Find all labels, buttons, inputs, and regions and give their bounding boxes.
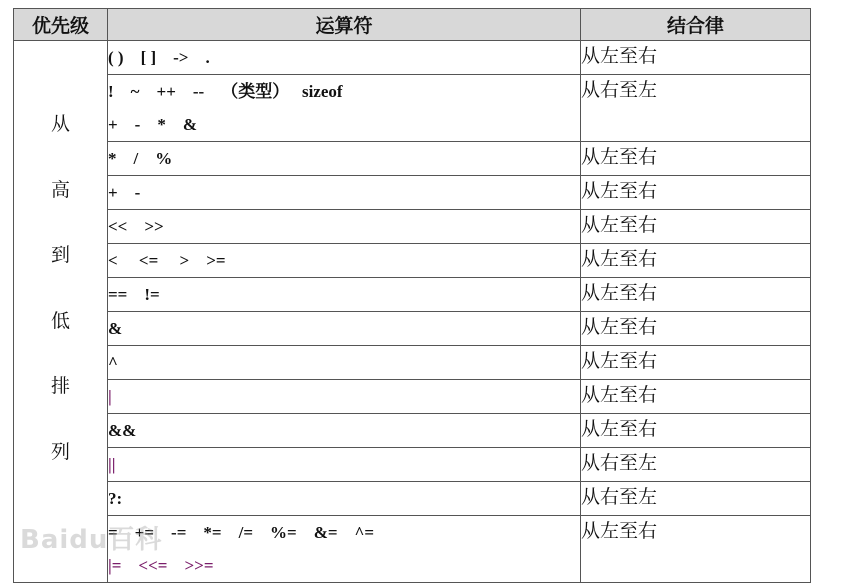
operators-cell [108, 41, 581, 75]
order-char: 排 [50, 375, 70, 397]
operators-cell [108, 414, 581, 448]
associativity-cell: 从左至右 [581, 278, 811, 312]
table-row [14, 244, 811, 278]
operators-cell [108, 244, 581, 278]
operators-cell [108, 278, 581, 312]
operator-line: == != [108, 285, 160, 304]
order-char: 低 [50, 309, 70, 332]
operator-line: << >> [108, 217, 164, 236]
operators-cell [108, 380, 581, 414]
order-char: 高 [50, 178, 70, 201]
operator-line: || [108, 455, 116, 474]
operator-line: * / % [108, 149, 173, 168]
table-row [14, 346, 811, 380]
operator-precedence-table [13, 8, 811, 583]
operator-line: |= <<= >>= [108, 556, 214, 575]
associativity-cell: 从左至右 [581, 176, 811, 210]
operators-cell [108, 448, 581, 482]
table-row [14, 41, 811, 75]
table-row [14, 482, 811, 516]
table-row [14, 448, 811, 482]
table-row [14, 210, 811, 244]
order-char: 列 [50, 440, 70, 463]
operator-line: ^ [108, 353, 118, 372]
associativity-cell: 从左至右 [581, 41, 811, 75]
table-body [14, 41, 811, 583]
priority-header: 优先级 [14, 9, 108, 41]
associativity-cell: 从右至左 [581, 75, 811, 142]
associativity-header: 结合律 [581, 9, 811, 41]
operator-line: | [108, 387, 112, 406]
operator-line: = += -= *= /= %= &= ^= [108, 523, 375, 542]
associativity-cell: 从右至左 [581, 448, 811, 482]
table-row [14, 414, 811, 448]
associativity-cell: 从左至右 [581, 142, 811, 176]
table-row [14, 312, 811, 346]
order-char: 到 [50, 244, 70, 266]
associativity-cell: 从左至右 [581, 380, 811, 414]
watermark-logo: Baidu百科 [20, 525, 163, 555]
operator-line: ! ~ ++ -- （类型） sizeof [108, 82, 343, 101]
associativity-cell: 从左至右 [581, 516, 811, 583]
associativity-cell: 从左至右 [581, 244, 811, 278]
operator-line: ( ) [ ] -> . [108, 48, 210, 67]
priority-order-cell [14, 41, 108, 583]
table-row [14, 278, 811, 312]
operator-line: < <= > >= [108, 251, 226, 270]
header-row [14, 9, 811, 41]
operator-header: 运算符 [108, 9, 581, 41]
operators-cell [108, 482, 581, 516]
operators-cell [108, 176, 581, 210]
associativity-cell: 从右至左 [581, 482, 811, 516]
operators-cell [108, 346, 581, 380]
table-row [14, 142, 811, 176]
operator-line: ?: [108, 489, 123, 508]
operators-cell [108, 75, 581, 142]
associativity-cell: 从左至右 [581, 312, 811, 346]
operator-line: & [108, 319, 123, 338]
associativity-cell: 从左至右 [581, 414, 811, 448]
operator-line: + - [108, 183, 141, 202]
operators-cell [108, 142, 581, 176]
table-row [14, 75, 811, 142]
operators-cell [108, 516, 581, 583]
associativity-cell: 从左至右 [581, 210, 811, 244]
operators-cell [108, 312, 581, 346]
associativity-cell: 从左至右 [581, 346, 811, 380]
operator-line: + - * & [108, 115, 198, 134]
table-row [14, 380, 811, 414]
operators-cell [108, 210, 581, 244]
operator-line: && [108, 421, 137, 440]
table-row [14, 176, 811, 210]
order-char: 从 [50, 113, 70, 135]
